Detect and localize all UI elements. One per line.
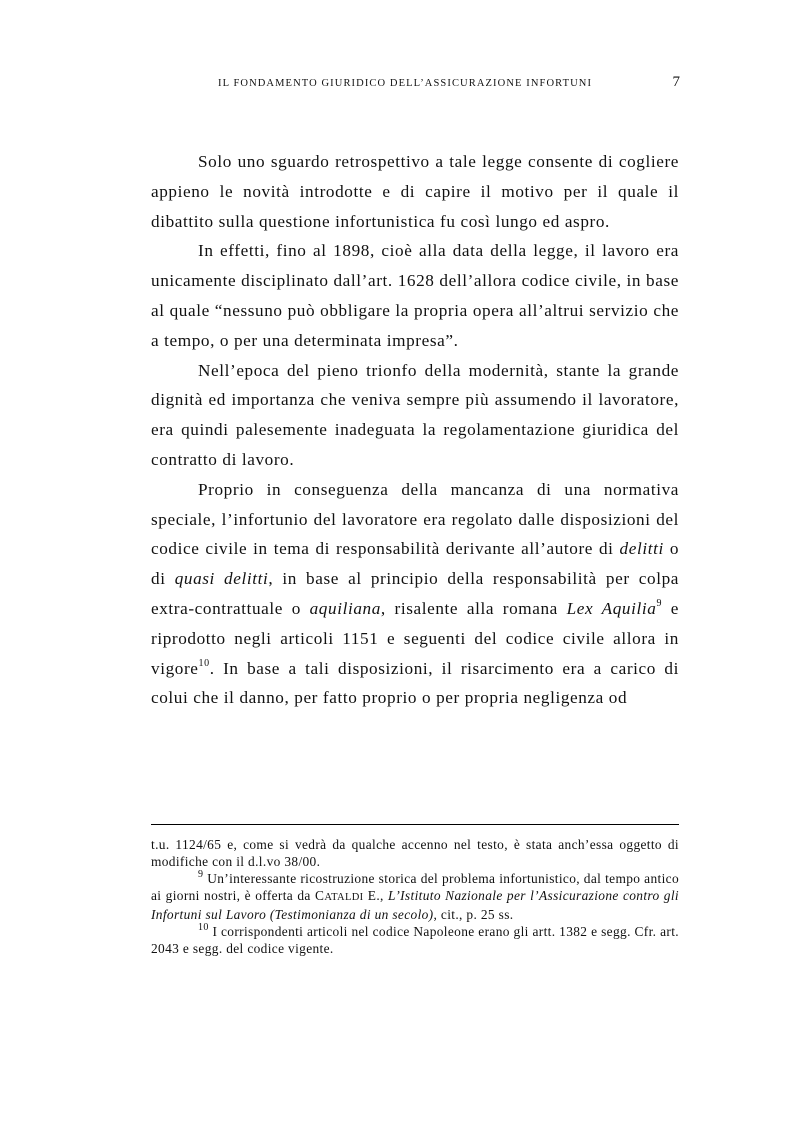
footnote-9 [151, 870, 679, 923]
p4-text-4: , risalente alla romana [380, 598, 567, 618]
footnote-ref-10: 10 [198, 657, 210, 669]
page-number: 7 [672, 74, 680, 90]
paragraph-2: In effetti, fino al 1898, cioè alla data della legge, il lavoro era unicamente disciplinato dall’art. 1628 dell’allora codice civile, in base al quale “nessuno può obbligare la propria opera all’altrui servizio che a tempo, o per una determinata impresa”. [151, 241, 679, 350]
running-title: IL FONDAMENTO GIURIDICO DELL’ASSICURAZIONE INFORTUNI [218, 78, 593, 89]
footnote-9-text-1: Un’interessante ricostruzione storica del problema infortunistico, dal tempo antico ai giorni nostri, è offerta da [151, 871, 679, 903]
footnote-10-text: I corrispondenti articoli nel codice Napoleone erano gli artt. 1382 e segg. Cfr. art. 2043 e segg. del codice vigente. [151, 924, 679, 956]
paragraph-1: Solo uno sguardo retrospettivo a tale legge consente di cogliere appieno le novità introdotte e di capire il motivo per il quale il dibattito sulla questione infortunistica fu così lungo ed aspro. [151, 152, 679, 231]
p4-text-3: , in base al principio della responsabilità per colpa extra-contrattuale o [151, 569, 679, 618]
p4-text-1: Proprio in conseguenza della mancanza di una normativa speciale, l’infortunio del lavoratore era regolato dalle disposizioni del codice civile in tema di responsabilità derivante all’autore di [151, 479, 679, 559]
p4-italic-quasi-delitti: quasi delitti [174, 569, 269, 589]
footnote-10 [151, 923, 679, 957]
body-text [151, 147, 679, 713]
p4-text-2: o di [151, 539, 680, 589]
footnote-9-author [315, 888, 363, 903]
author-rest: ATALDI [324, 892, 364, 903]
p4-italic-delitti: delitti [619, 539, 664, 559]
footnote-ref-9: 9 [656, 598, 663, 610]
paragraph-4 [151, 475, 679, 713]
footnotes [151, 836, 679, 957]
footnote-9-mark: 9 [198, 868, 204, 880]
p4-text-6: . In base a tali disposizioni, il risarcimento era a carico di colui che il danno, per fatto proprio o per propria negligenza od [151, 658, 679, 708]
footnote-continuation: t.u. 1124/65 e, come si vedrà da qualche accenno nel testo, è stata anch’essa oggetto di modifiche con il d.l.vo 38/00. [151, 837, 679, 869]
footnote-9-title: L’Istituto Nazionale per l’Assicurazione contro gli Infortuni sul Lavoro (Testimonianza di un secolo) [151, 888, 679, 922]
footnote-9-text-2: E., [363, 888, 389, 903]
p4-text-5: e riprodotto negli articoli 1151 e seguenti del codice civile allora in vigore [151, 598, 679, 678]
paragraph-3: Nell’epoca del pieno trionfo della modernità, stante la grande dignità ed importanza che veniva sempre più assumendo il lavoratore, era quindi palesemente inadeguata la regolamentazione giuridica del contratto di lavoro. [151, 360, 679, 469]
footnote-10-mark: 10 [198, 921, 209, 933]
footnote-separator [151, 824, 679, 825]
author-initial: C [315, 888, 325, 903]
p4-italic-aquiliana: aquiliana [309, 598, 381, 618]
running-header [218, 76, 680, 96]
footnote-9-text-3: , cit., p. 25 ss. [433, 907, 514, 922]
p4-italic-lex-aquilia: Lex Aquilia [566, 598, 657, 618]
